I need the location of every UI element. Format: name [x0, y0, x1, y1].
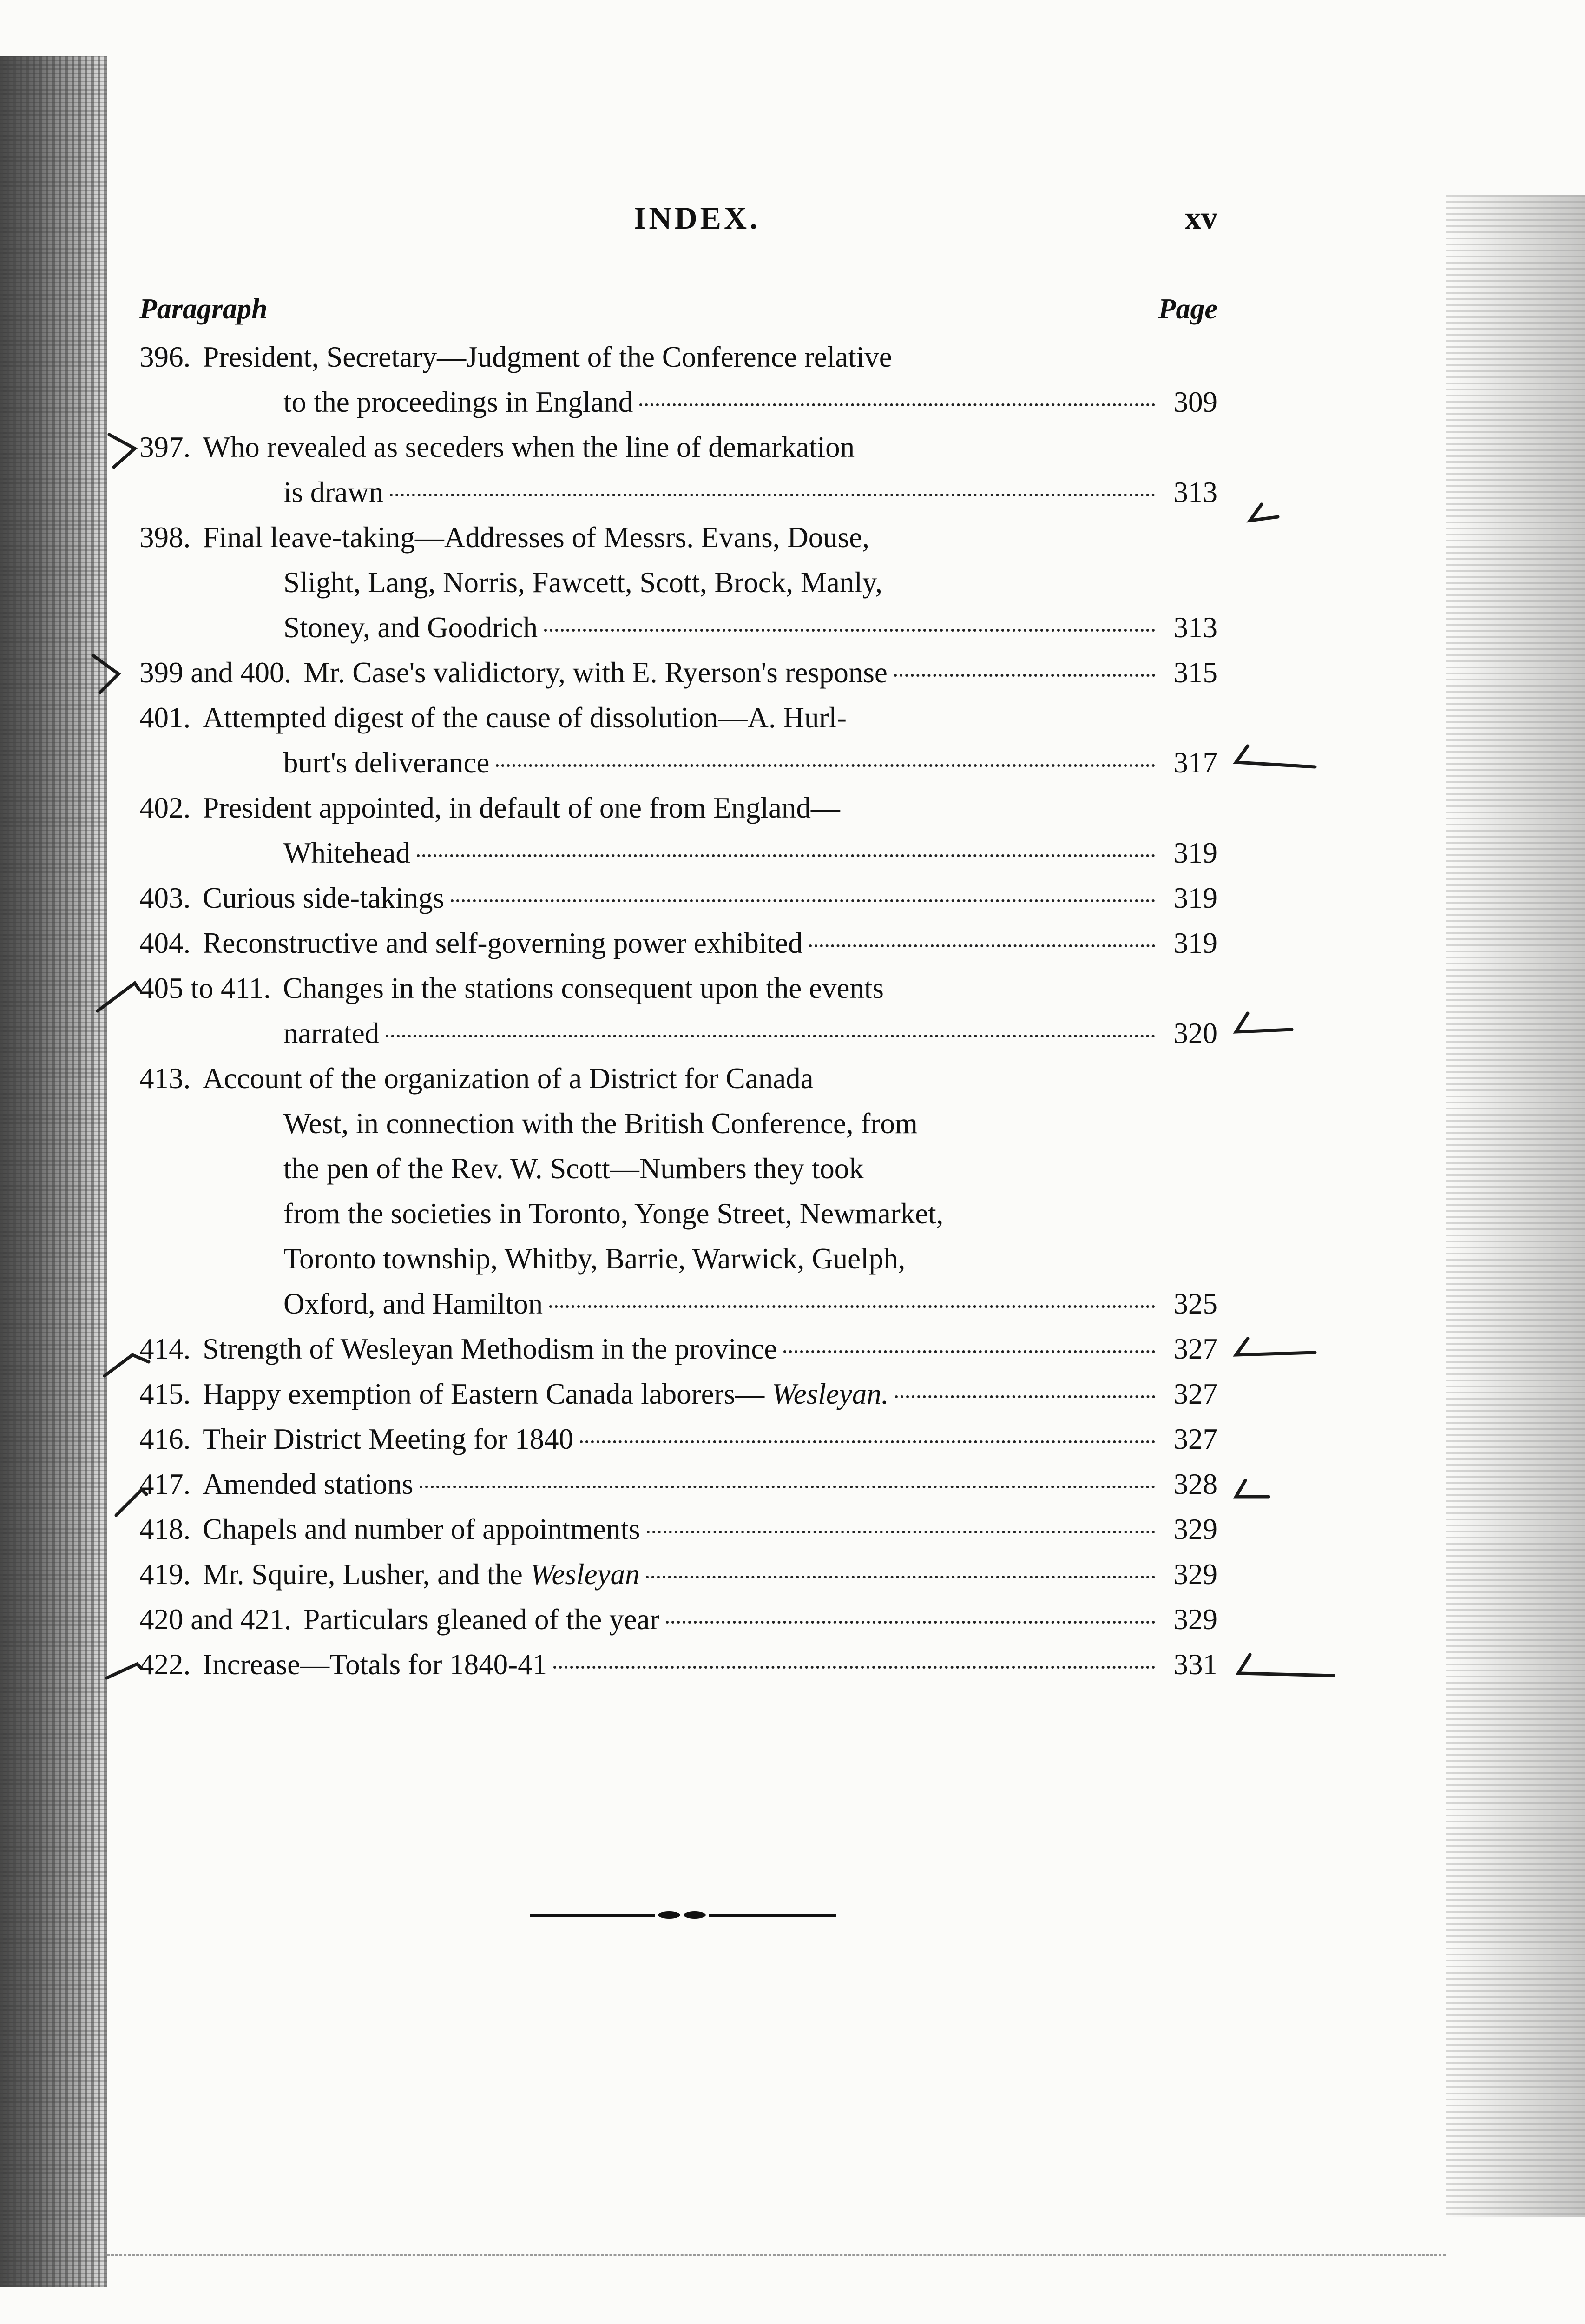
paragraph-number: 419. [139, 1558, 191, 1591]
pencil-tick-mark [116, 1490, 146, 1515]
page-reference: 315 [1173, 656, 1217, 689]
entry-text: the pen of the Rev. W. Scott—Numbers they took [283, 1152, 864, 1185]
pencil-tick-mark [1238, 1655, 1334, 1676]
page-reference: 309 [1173, 386, 1217, 418]
pencil-tick-mark [107, 1664, 142, 1678]
paragraph-number: 413. [139, 1062, 191, 1095]
entry-text: West, in connection with the British Conference, from [283, 1107, 918, 1140]
pencil-tick-mark [109, 435, 135, 467]
pencil-tick-mark [1236, 1013, 1292, 1032]
entry-text: Changes in the stations consequent upon the events [283, 972, 884, 1004]
entry-text: Chapels and number of appointments [203, 1513, 640, 1545]
page-reference: 327 [1173, 1333, 1217, 1365]
paragraph-number: 397. [139, 431, 191, 463]
page-reference: 313 [1173, 611, 1217, 644]
paragraph-number: 404. [139, 927, 191, 959]
page-reference: 319 [1173, 837, 1217, 869]
page-reference: 313 [1173, 476, 1217, 508]
page-reference: 331 [1173, 1648, 1217, 1681]
running-head: INDEX. [633, 200, 761, 236]
entry-text: to the proceedings in England [283, 386, 633, 418]
entry-text: Toronto township, Whitby, Barrie, Warwick, Guelph, [283, 1242, 906, 1275]
entry-italic-title: Wesleyan [530, 1558, 640, 1591]
pencil-tick-mark [1236, 746, 1315, 767]
entry-text: Oxford, and Hamilton [283, 1287, 543, 1320]
page-reference: 320 [1173, 1017, 1217, 1050]
entry-text: Strength of Wesleyan Methodism in the province [203, 1333, 777, 1365]
page-reference: 328 [1173, 1468, 1217, 1500]
paragraph-number: 418. [139, 1513, 191, 1545]
pencil-tick-mark [98, 983, 139, 1011]
pencil-tick-mark [1250, 504, 1278, 521]
entry-text: narrated [283, 1017, 380, 1050]
page-number: xv [1185, 200, 1217, 236]
entry-italic-title: Wesleyan. [772, 1378, 889, 1410]
entry-text: Account of the organization of a District for Canada [203, 1062, 814, 1095]
paragraph-number: 417. [139, 1468, 191, 1500]
pencil-tick-mark [1236, 1480, 1269, 1497]
paragraph-number: 420 and 421. [139, 1603, 292, 1636]
paragraph-number: 415. [139, 1378, 191, 1410]
pencil-tick-mark [105, 1355, 149, 1376]
entry-text: President appointed, in default of one from England— [203, 792, 840, 824]
entry-text: Mr. Case's validictory, with E. Ryerson's response [303, 656, 888, 689]
paragraph-number: 398. [139, 521, 191, 554]
entry-text: President, Secretary—Judgment of the Conference relative [203, 341, 892, 373]
entry-text: Who revealed as seceders when the line of demarkation [203, 431, 855, 463]
page-reference: 327 [1173, 1378, 1217, 1410]
paragraph-number: 402. [139, 792, 191, 824]
entry-text: Curious side-takings [203, 882, 444, 914]
paragraph-number: 403. [139, 882, 191, 914]
entry-text: Amended stations [203, 1468, 414, 1500]
entry-text: Happy exemption of Eastern Canada laborers— [203, 1378, 765, 1410]
entry-text: from the societies in Toronto, Yonge Street, Newmarket, [283, 1197, 944, 1230]
page-reference: 329 [1173, 1603, 1217, 1636]
entry-text: Mr. Squire, Lusher, and the [203, 1558, 523, 1591]
entry-text: Attempted digest of the cause of dissolution—A. Hurl- [203, 701, 847, 734]
page-column-head: Page [1158, 293, 1217, 325]
entry-text: Reconstructive and self-governing power exhibited [203, 927, 803, 959]
entry-text: burt's deliverance [283, 746, 490, 779]
page-reference: 319 [1173, 882, 1217, 914]
entry-text: Stoney, and Goodrich [283, 611, 538, 644]
paragraph-number: 399 and 400. [139, 656, 292, 689]
entry-text: Slight, Lang, Norris, Fawcett, Scott, Brock, Manly, [283, 566, 883, 599]
page-reference: 317 [1173, 746, 1217, 779]
entry-text: Increase—Totals for 1840-41 [203, 1648, 547, 1681]
page-reference: 327 [1173, 1423, 1217, 1455]
entry-text: Their District Meeting for 1840 [203, 1423, 574, 1455]
page-reference: 329 [1173, 1558, 1217, 1591]
paragraph-number: 401. [139, 701, 191, 734]
entry-text: Final leave-taking—Addresses of Messrs. Evans, Douse, [203, 521, 869, 554]
pencil-tick-mark [1236, 1339, 1315, 1355]
entry-text: is drawn [283, 476, 384, 508]
entry-text: Particulars gleaned of the year [303, 1603, 660, 1636]
paragraph-number: 414. [139, 1333, 191, 1365]
page-reference: 325 [1173, 1287, 1217, 1320]
page-reference: 319 [1173, 927, 1217, 959]
paragraph-number: 422. [139, 1648, 191, 1681]
paragraph-column-head: Paragraph [139, 293, 268, 325]
entry-text: Whitehead [283, 837, 410, 869]
paragraph-number: 396. [139, 341, 191, 373]
page-reference: 329 [1173, 1513, 1217, 1545]
pencil-tick-mark [93, 655, 118, 693]
paragraph-number: 405 to 411. [139, 972, 271, 1004]
paragraph-number: 416. [139, 1423, 191, 1455]
